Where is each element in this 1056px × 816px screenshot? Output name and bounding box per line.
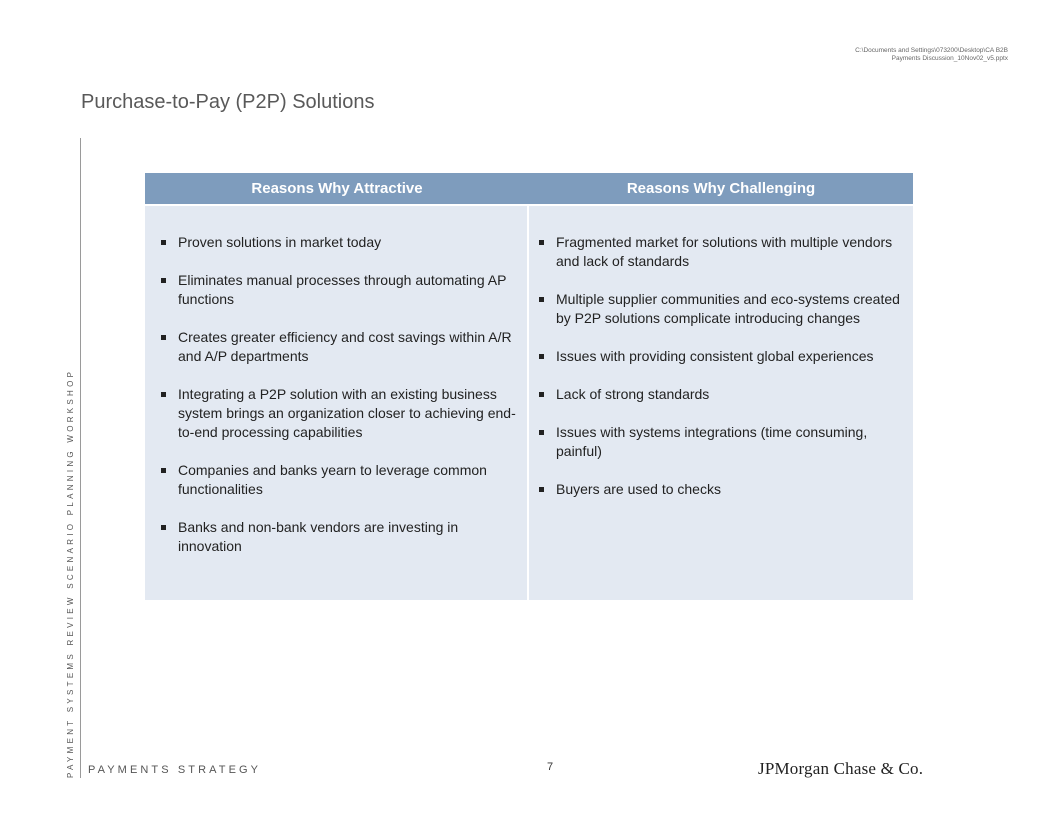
bullet-icon	[539, 240, 544, 245]
list-item-text: Eliminates manual processes through automating AP functions	[178, 272, 507, 307]
bullet-icon	[539, 487, 544, 492]
bullet-icon	[539, 297, 544, 302]
list-item-text: Banks and non-bank vendors are investing in innovation	[178, 519, 459, 554]
list-item-text: Proven solutions in market today	[178, 234, 382, 250]
bullet-icon	[161, 525, 166, 530]
footer-section-label: PAYMENTS STRATEGY	[88, 764, 262, 776]
bullet-icon	[161, 240, 166, 245]
list-item-text: Lack of strong standards	[556, 386, 710, 402]
list-item-text: Issues with systems integrations (time consuming, painful)	[556, 424, 868, 459]
list-item	[161, 518, 517, 556]
list-item	[539, 385, 907, 404]
header-attractive: Reasons Why Attractive	[251, 180, 423, 197]
vertical-divider	[80, 138, 81, 778]
bullet-icon	[161, 468, 166, 473]
header-challenging: Reasons Why Challenging	[626, 180, 816, 197]
list-item-text: Companies and banks yearn to leverage common functionalities	[178, 462, 487, 497]
bullet-icon	[161, 278, 166, 283]
bullet-icon	[539, 430, 544, 435]
bullet-icon	[539, 354, 544, 359]
bullet-icon	[161, 392, 166, 397]
list-item	[161, 328, 517, 366]
page-title: Purchase-to-Pay (P2P) Solutions	[81, 91, 375, 113]
file-path-line-2: Payments Discussion_10Nov02_v5.pptx	[891, 55, 1008, 62]
list-item	[539, 290, 907, 328]
list-item	[161, 233, 517, 252]
challenging-list	[529, 206, 913, 499]
table-header	[145, 173, 913, 204]
attractive-list	[145, 206, 527, 556]
bullet-icon	[161, 335, 166, 340]
list-item-text: Integrating a P2P solution with an existing business system brings an organization closer to achieving end-to-end processing capabilities	[178, 386, 516, 440]
list-item-text: Issues with providing consistent global experiences	[556, 348, 874, 364]
list-item-text: Fragmented market for solutions with multiple vendors and lack of standards	[556, 234, 893, 269]
list-item	[161, 271, 517, 309]
list-item	[539, 233, 907, 271]
list-item-text: Buyers are used to checks	[556, 481, 721, 497]
page-number: 7	[546, 761, 554, 773]
list-item	[161, 385, 517, 442]
list-item-text: Creates greater efficiency and cost savings within A/R and A/P departments	[178, 329, 512, 364]
challenging-column	[529, 206, 913, 600]
list-item	[539, 423, 907, 461]
list-item-text: Multiple supplier communities and eco-systems created by P2P solutions complicate introducing changes	[556, 291, 900, 326]
attractive-column	[145, 206, 527, 600]
list-item	[161, 461, 517, 499]
file-path	[760, 47, 1008, 63]
workshop-vertical-label: PAYMENT SYSTEMS REVIEW SCENARIO PLANNING WORKSHOP	[66, 368, 75, 778]
file-path-line-1: C:\Documents and Settings\073200\Desktop\CA B2B	[855, 47, 1008, 54]
list-item	[539, 347, 907, 366]
jpmorgan-logo: JPMorgan Chase & Co.	[758, 759, 924, 778]
list-item	[539, 480, 907, 499]
bullet-icon	[539, 392, 544, 397]
table-body	[145, 206, 913, 600]
